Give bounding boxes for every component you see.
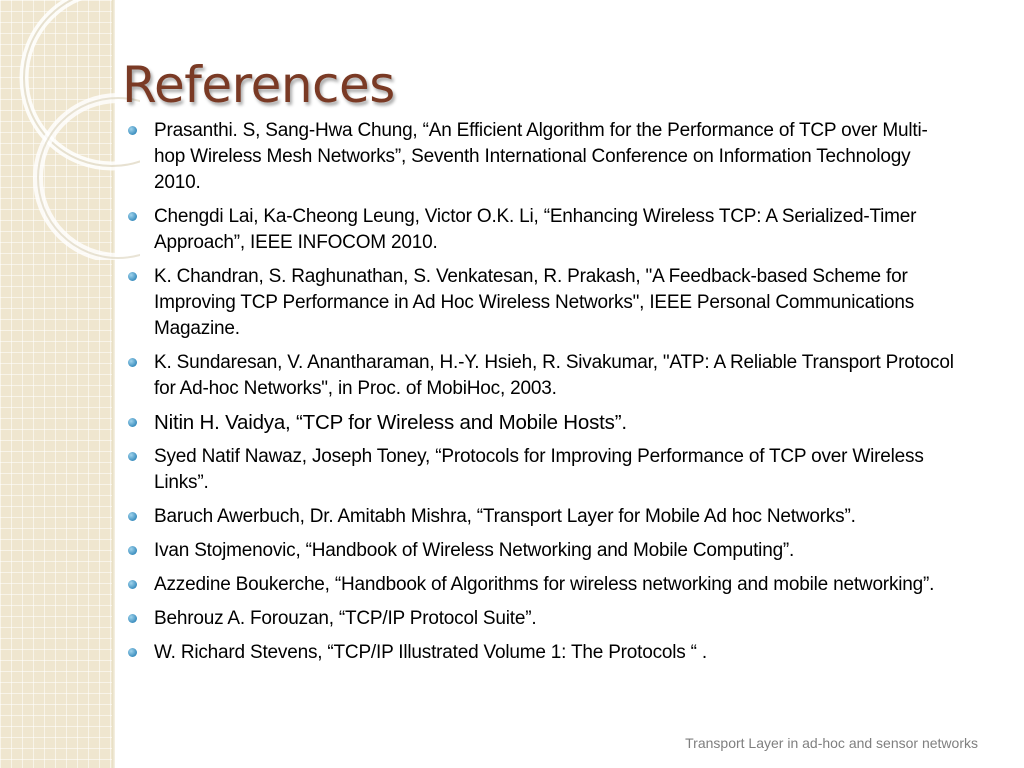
reference-item [128, 640, 958, 666]
bullet-icon [128, 546, 137, 555]
reference-item [128, 264, 958, 342]
bullet-icon [128, 358, 137, 367]
reference-text: Chengdi Lai, Ka-Cheong Leung, Victor O.K. Li, “Enhancing Wireless TCP: A Serialized-Timer Approach”, IEEE INFOCOM 2010. [154, 206, 917, 253]
reference-item [128, 504, 958, 530]
reference-item [128, 350, 958, 402]
reference-text: Baruch Awerbuch, Dr. Amitabh Mishra, “Transport Layer for Mobile Ad hoc Networks”. [154, 506, 856, 527]
slide-title: References [122, 56, 395, 114]
reference-text: K. Sundaresan, V. Anantharaman, H.-Y. Hsieh, R. Sivakumar, "ATP: A Reliable Transport Protocol for Ad-hoc Networks", in Proc. of MobiHoc, 2003. [154, 352, 954, 399]
reference-text: Behrouz A. Forouzan, “TCP/IP Protocol Suite”. [154, 608, 537, 629]
reference-item [128, 538, 958, 564]
bullet-icon [128, 512, 137, 521]
reference-item [128, 118, 958, 196]
decorative-circles-graphic [0, 0, 140, 260]
reference-text: Ivan Stojmenovic, “Handbook of Wireless Networking and Mobile Computing”. [154, 540, 795, 561]
reference-text: K. Chandran, S. Raghunathan, S. Venkatesan, R. Prakash, "A Feedback-based Scheme for Improving TCP Performance in Ad Hoc Wireless Networks", IEEE Personal Communications Magazine. [154, 266, 915, 339]
reference-item [128, 606, 958, 632]
reference-text: Azzedine Boukerche, “Handbook of Algorithms for wireless networking and mobile networking”. [154, 574, 935, 595]
bullet-icon [128, 212, 137, 221]
reference-text: Prasanthi. S, Sang-Hwa Chung, “An Efficient Algorithm for the Performance of TCP over Multi-hop Wireless Mesh Networks”, Seventh International Conference on Information Technology 2010. [154, 120, 928, 193]
reference-item [128, 410, 958, 436]
reference-text: Syed Natif Nawaz, Joseph Toney, “Protocols for Improving Performance of TCP over Wireless Links”. [154, 446, 924, 493]
bullet-icon [128, 126, 137, 135]
bullet-icon [128, 418, 137, 427]
reference-text: W. Richard Stevens, “TCP/IP Illustrated Volume 1: The Protocols “ . [154, 642, 707, 663]
reference-list [128, 118, 958, 674]
slide-footer: Transport Layer in ad-hoc and sensor networks [685, 735, 978, 751]
lower-ring-outline [38, 98, 140, 258]
reference-text: Nitin H. Vaidya, “TCP for Wireless and Mobile Hosts”. [154, 411, 627, 434]
lower-ring [38, 98, 140, 258]
reference-item [128, 204, 958, 256]
reference-item [128, 444, 958, 496]
bullet-icon [128, 614, 137, 623]
bullet-icon [128, 452, 137, 461]
bullet-icon [128, 580, 137, 589]
bullet-icon [128, 272, 137, 281]
bullet-icon [128, 648, 137, 657]
reference-item [128, 572, 958, 598]
